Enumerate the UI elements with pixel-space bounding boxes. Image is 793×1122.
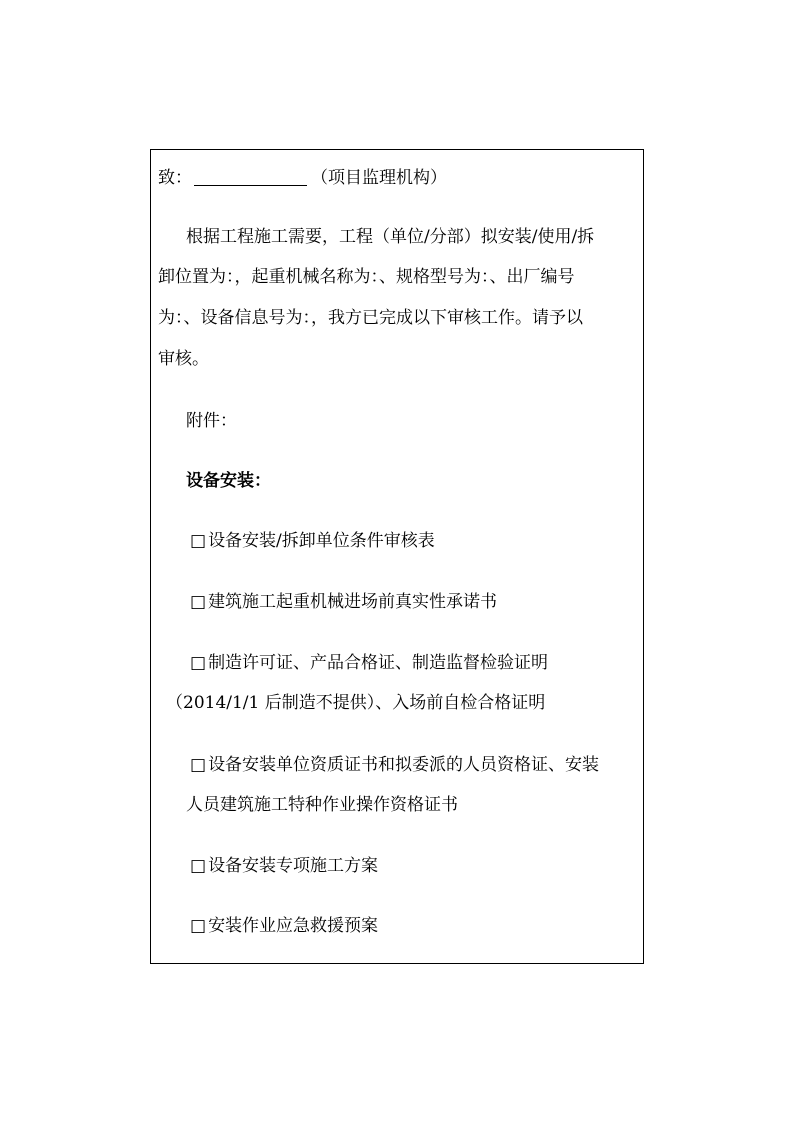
to-label: 致： <box>158 168 192 188</box>
item-text: 制造许可证、产品合格证、制造监督检验证明 <box>208 653 549 673</box>
item-text: 安装作业应急救援预案 <box>208 916 379 936</box>
checkbox-icon[interactable]: □ <box>190 755 207 775</box>
attachments-label: 附件： <box>186 411 237 431</box>
attachment-item <box>190 591 497 613</box>
section-title: 设备安装： <box>186 471 271 491</box>
checkbox-icon[interactable]: □ <box>190 653 207 673</box>
addressee-line <box>158 167 447 189</box>
checkbox-icon[interactable]: □ <box>190 916 207 936</box>
attachment-item <box>190 652 548 674</box>
item-continuation: （2014/1/1 后制造不提供）、入场前自检合格证明 <box>166 693 546 713</box>
attachment-item <box>190 530 435 552</box>
attachment-item <box>190 915 378 937</box>
body-line-3: 为：、设备信息号为：，我方已完成以下审核工作。请予以 <box>158 308 583 328</box>
to-suffix: （项目监理机构） <box>311 168 447 188</box>
checkbox-icon[interactable]: □ <box>190 592 207 612</box>
item-continuation: 人员建筑施工特种作业操作资格证书 <box>186 795 458 815</box>
addressee-blank[interactable] <box>194 184 307 186</box>
item-text: 设备安装/拆卸单位条件审核表 <box>208 531 435 551</box>
body-line-2: 卸位置为：，起重机械名称为：、规格型号为：、出厂编号 <box>158 267 575 287</box>
item-text: 建筑施工起重机械进场前真实性承诺书 <box>208 592 498 612</box>
body-line-4: 审核。 <box>158 349 209 369</box>
checkbox-icon[interactable]: □ <box>190 531 207 551</box>
attachment-item <box>190 754 599 776</box>
item-text: 设备安装专项施工方案 <box>208 856 379 876</box>
checkbox-icon[interactable]: □ <box>190 856 207 876</box>
item-text: 设备安装单位资质证书和拟委派的人员资格证、安装 <box>208 755 600 775</box>
body-line-1: 根据工程施工需要，工程（单位/分部）拟安装/使用/拆 <box>186 227 595 247</box>
attachment-item <box>190 855 378 877</box>
